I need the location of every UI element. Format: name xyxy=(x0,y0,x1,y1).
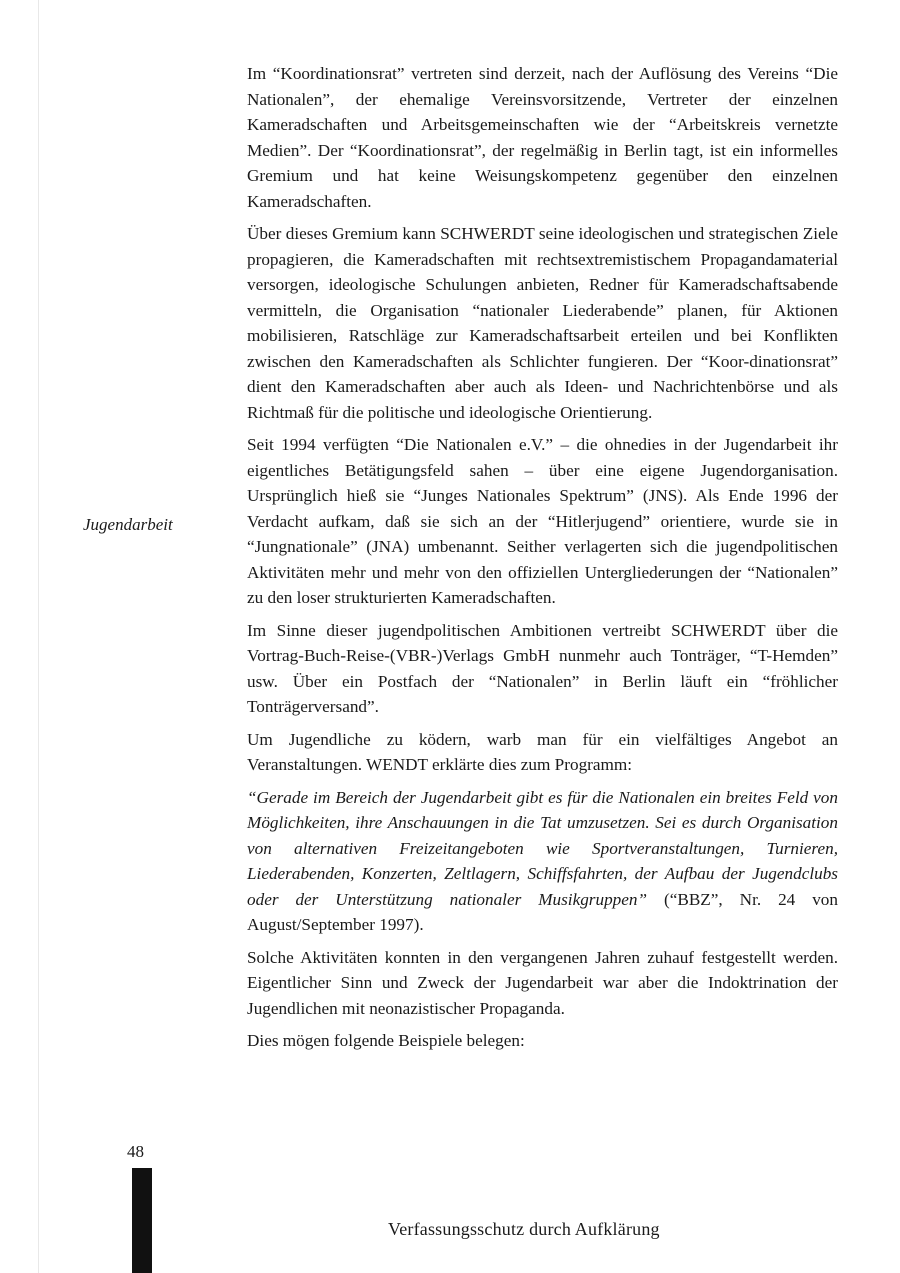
paragraph-beispiele: Dies mögen folgende Beispiele belegen: xyxy=(247,1031,525,1050)
body-text xyxy=(247,61,838,1061)
paragraph-verlag: Im Sinne dieser jugendpolitischen Ambitionen vertreibt SCHWERDT über die Vortrag-Buch-Reise-(VBR-)Verlags GmbH nunmehr auch Tonträger, “T-Hemden” usw. Über ein Postfach der “Nationalen” in Berlin läuft ein “fröhlicher Tonträgerversand”. xyxy=(247,620,838,716)
page-number: 48 xyxy=(127,1142,144,1161)
paragraph-jugendorganisation: Seit 1994 verfügten “Die Nationalen e.V.” – die ohnedies in der Jugendarbeit ihr eigentliches Betätigungsfeld sahen – über eine eigene Jugendorganisation. Ursprünglich hieß sie “Junges Nationales Spektrum” (JNS). Als Ende 1996 der Verdacht aufkam, daß sie sich an der “Hitlerjugend” orientiere, wurde sie in “Jungnationale” (JNA) umbenannt. Seither verlagerten sich die jugendpolitischen Aktivitäten mehr und mehr von den offiziellen Untergliederungen der “Nationalen” zu den loser strukturierten Kameradschaften. xyxy=(247,435,838,607)
thumb-index-bar xyxy=(132,1168,152,1273)
quote-paragraph xyxy=(247,785,838,938)
page-edge-line xyxy=(38,0,39,1273)
paragraph-koordinationsrat: Im “Koordinationsrat” vertreten sind derzeit, nach der Auflösung des Vereins “Die Nationalen”, der ehemalige Vereinsvorsitzende, Vertreter der einzelnen Kameradschaften und Arbeitsgemeinschaften wie der “Arbeitskreis vernetzte Medien”. Der “Koordinationsrat”, der regelmäßig in Berlin tagt, ist ein informelles Gremium und hat keine Weisungskompetenz gegenüber den einzelnen Kameradschaften. xyxy=(247,64,838,211)
quote-source: (“BBZ”, Nr. 24 von August/September 1997). xyxy=(247,889,838,934)
paragraph-gremium: Über dieses Gremium kann SCHWERDT seine ideologischen und strategischen Ziele propagieren, die Kameradschaften mit rechtsextremistischem Propagandamaterial versorgen, ideologische Schulungen anbieten, Redner für Kameradschaftsabende vermitteln, die Organisation “nationaler Liederabende” planen, für Aktionen mobilisieren, Ratschläge zur Kameradschaftsarbeit erteilen und bei Konflikten zwischen den Kameradschaften als Schlichter fungieren. Der “Koor-dinationsrat” dient den Kameradschaften aber auch als Ideen- und Nachrichtenbörse und als Richtmaß für die politische und ideologische Orientierung. xyxy=(247,224,838,422)
paragraph-aktivitaeten: Solche Aktivitäten konnten in den vergangenen Jahren zuhauf festgestellt werden. Eigentlicher Sinn und Zweck der Jugendarbeit war aber die Indoktrination der Jugendlichen mit neonazistischer Propaganda. xyxy=(247,947,838,1018)
page-footer: Verfassungsschutz durch Aufklärung xyxy=(388,1219,660,1239)
margin-note: Jugendarbeit xyxy=(83,515,173,534)
paragraph-veranstaltungen: Um Jugendliche zu ködern, warb man für ein vielfältiges Angebot an Veranstaltungen. WENDT erklärte dies zum Programm: xyxy=(247,729,838,774)
quote-text: “Gerade im Bereich der Jugendarbeit gibt es für die Nationalen ein breites Feld von Möglichkeiten, ihre Anschauungen in die Tat umzusetzen. Sei es durch Organisation von alternativen Freizeitangeboten wie Sportveranstaltungen, Turnieren, Liederabenden, Konzerten, Zeltlagern, Schiffsfahrten, der Aufbau der Jugendclubs oder der Unterstützung nationaler Musikgruppen” xyxy=(247,787,838,909)
